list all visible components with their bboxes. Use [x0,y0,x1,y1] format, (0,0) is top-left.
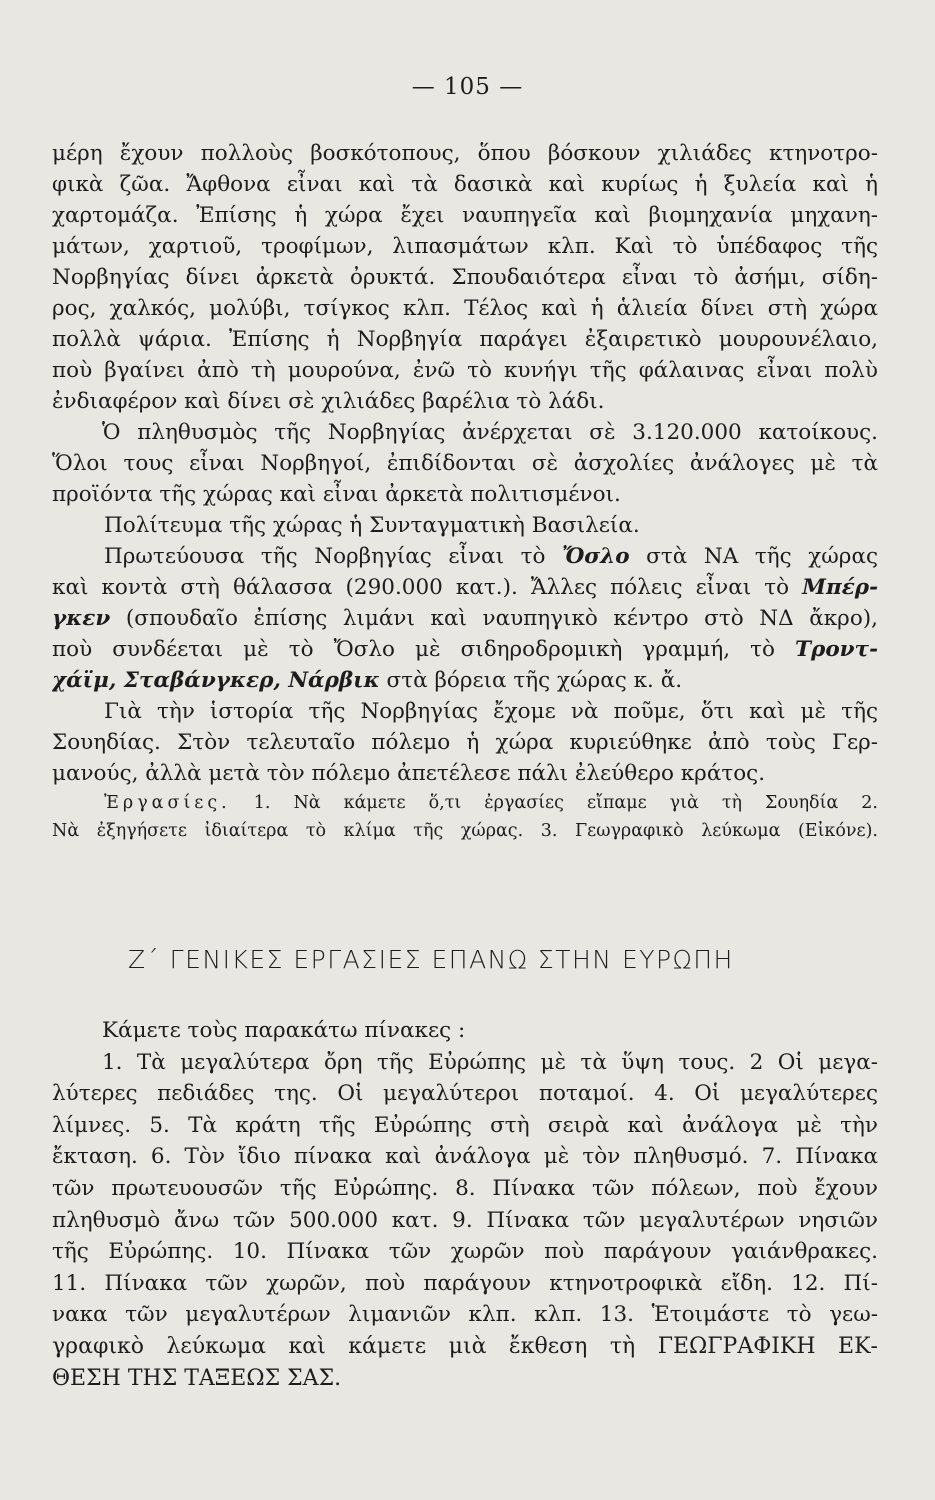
text-line: Γιὰ τὴν ἱστορία τῆς Νορβηγίας ἔχομε νὰ ποῦμε, ὅτι καὶ μὲ τῆς [104,699,878,724]
text-line: προϊόντα τῆς χώρας καὶ εἶναι ἀρκετὰ πολιτισμένοι. [52,482,621,507]
europe-exercises [52,1015,878,1394]
city-name: γκεν [52,606,111,631]
text-line: λύτερες πεδιάδες της. Οἱ μεγαλύτεροι ποταμοί. 4. Οἱ μεγαλύτερες [52,1081,878,1107]
city-name: Τροντ- [795,637,878,662]
text-line: ΘΕΣΗ ΤΗΣ ΤΑΞΕΩΣ ΣΑΣ. [52,1365,342,1391]
text-line: νακα τῶν μεγαλυτέρων λιμανιῶν κλπ. κλπ. 13. Ἑτοιμάστε τὸ γεω- [52,1302,878,1328]
text-line: καὶ κοντὰ στὴ θάλασσα (290.000 κατ.). Ἄλλες πόλεις εἶναι τὸ Μπέρ- [52,575,878,600]
text-line: πολλὰ ψάρια. Ἐπίσης ἡ Νορβηγία παράγει ἐξαιρετικὸ μουρουνέλαιο, [52,327,878,352]
text-line: χαρτομάζα. Ἐπίσης ἡ χώρα ἔχει ναυπηγεῖα καὶ βιομηχανία μηχανη- [52,203,878,228]
norway-text [52,138,878,845]
text-line: Πολίτευμα τῆς χώρας ἡ Συνταγματικὴ Βασιλεία. [104,513,640,538]
text-line: ἐνδιαφέρον καὶ δίνει σὲ χιλιάδες βαρέλια τὸ λάδι. [52,389,605,414]
tasks-line: Νὰ ἐξηγήσετε ἰδιαίτερα τὸ κλίμα τῆς χώρας. 3. Γεωγραφικὸ λεύκωμα (Εἰκόνε). [52,821,878,841]
text-line: 1. Τὰ μεγαλύτερα ὄρη τῆς Εὐρώπης μὲ τὰ ὕψη τους. 2 Οἱ μεγα- [102,1049,878,1075]
text-line: μέρη ἔχουν πολλοὺς βοσκότοπους, ὅπου βόσκουν χιλιάδες κτηνοτρο- [52,141,878,166]
city-name: Μπέρ- [802,575,878,600]
text-line: χάϊμ, Σταβάνγκερ, Νάρβικ στὰ βόρεια τῆς χώρας κ. ἄ. [52,668,683,693]
text-line: πληθυσμὸ ἄνω τῶν 500.000 κατ. 9. Πίνακα τῶν μεγαλυτέρων νησιῶν [52,1207,878,1233]
tasks-line: Ἐργασίες. 1. Νὰ κάμετε ὅ,τι ἐργασίες εἴπαμε γιὰ τὴ Σουηδία 2. [104,793,878,813]
exercises-intro: Κάμετε τοὺς παρακάτω πίνακες : [102,1018,466,1043]
text-line: φικὰ ζῶα. Ἄφθονα εἶναι καὶ τὰ δασικὰ καὶ κυρίως ἡ ξυλεία καὶ ἡ [52,172,878,197]
text-line: λίμνες. 5. Τὰ κράτη τῆς Εὐρώπης στὴ σειρὰ καὶ ἀνάλογα μὲ τὴν [52,1112,878,1138]
text-line: ποὺ συνδέεται μὲ τὸ Ὄσλο μὲ σιδηροδρομικὴ γραμμή, τὸ Τροντ- [52,637,878,662]
city-name: Ὄσλο [562,544,630,569]
text-line: Πρωτεύουσα τῆς Νορβηγίας εἶναι τὸ Ὄσλο στὰ ΝΑ τῆς χώρας [104,544,878,569]
text-line: μανούς, ἀλλὰ μετὰ τὸν πόλεμο ἀπετέλεσε πάλι ἐλεύθερο κράτος. [52,761,766,786]
text-line: Νορβηγίας δίνει ἀρκετὰ ὀρυκτά. Σπουδαιότερα εἶναι τὸ ἀσήμι, σίδη- [52,265,878,290]
city-name: χάϊμ, Σταβάνγκερ, Νάρβικ [52,668,380,693]
text-line: ποὺ βγαίνει ἀπὸ τὴ μουρούνα, ἐνῶ τὸ κυνήγι τῆς φάλαινας εἶναι πολὺ [52,358,878,383]
section-heading: Ζ΄ ΓΕΝΙΚΕΣ ΕΡΓΑΣΙΕΣ ΕΠΑΝΩ ΣΤΗΝ ΕΥΡΩΠΗ [128,945,734,974]
text-line: τῆς Εὐρώπης. 10. Πίνακα τῶν χωρῶν ποὺ παράγουν γαιάνθρακες. [52,1239,878,1265]
text-line: γκεν (σπουδαῖο ἐπίσης λιμάνι καὶ ναυπηγικὸ κέντρο στὸ ΝΔ ἄκρο), [52,606,878,631]
text-line: 11. Πίνακα τῶν χωρῶν, ποὺ παράγουν κτηνοτροφικὰ εἴδη. 12. Πί- [52,1270,878,1296]
page-number: — 105 — [411,74,524,100]
text-line: ἔκταση. 6. Τὸν ἴδιο πίνακα καὶ ἀνάλογα μὲ τὸν πληθυσμό. 7. Πίνακα [52,1144,878,1170]
text-line: ρος, χαλκός, μολύβι, τσίγκος κλπ. Τέλος καὶ ἡ ἁλιεία δίνει στὴ χώρα [52,296,878,321]
text-line: Ὅλοι τους εἶναι Νορβηγοί, ἐπιδίδονται σὲ ἀσχολίες ἀνάλογες μὲ τὰ [52,451,878,476]
text-line: τῶν πρωτευουσῶν τῆς Εὐρώπης. 8. Πίνακα τῶν πόλεων, ποὺ ἔχουν [52,1175,878,1201]
text-line: μάτων, χαρτιοῦ, τροφίμων, λιπασμάτων κλπ. Καὶ τὸ ὑπέδαφος τῆς [52,234,878,259]
tasks-label: Ἐργασίες. [104,793,231,813]
text-line: Σουηδίας. Στὸν τελευταῖο πόλεμο ἡ χώρα κυριεύθηκε ἀπὸ τοὺς Γερ- [52,730,878,755]
text-line: γραφικὸ λεύκωμα καὶ κάμετε μιὰ ἔκθεση τὴ ΓΕΩΓΡΑΦΙΚΗ ΕΚ- [52,1333,878,1359]
text-line: Ὁ πληθυσμὸς τῆς Νορβηγίας ἀνέρχεται σὲ 3.120.000 κατοίκους. [102,420,878,445]
